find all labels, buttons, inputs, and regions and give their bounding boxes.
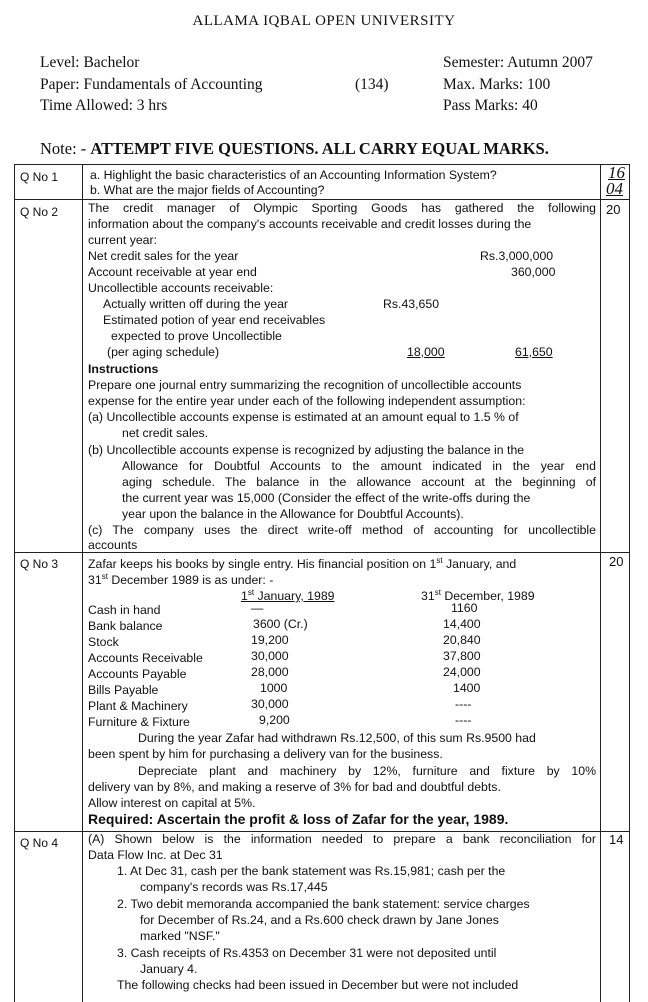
q4-part-a-2: Data Flow Inc. at Dec 31	[88, 848, 223, 862]
table-row-dec: 14,400	[443, 617, 481, 631]
table-row-dec: ----	[455, 697, 472, 711]
col-rule	[629, 164, 630, 1002]
assumption-b-1: (b) Uncollectible accounts expense is recognized by adjusting the balance in the	[88, 443, 525, 457]
table-row-item: Plant & Machinery	[88, 699, 188, 713]
table-row-item: Cash in hand	[88, 603, 161, 617]
max-marks: Max. Marks: 100	[443, 76, 551, 93]
q3-intro-1-pre: Zafar keeps his books by single entry. His financial position on 1	[88, 557, 437, 572]
table-row-jan: —	[251, 601, 264, 615]
col-jan-pre: 1	[241, 589, 248, 604]
table-row-jan: 3600 (Cr.)	[253, 617, 308, 631]
q4-item-2a: 2. Two debit memoranda accompanied the bank statement: service charges	[117, 897, 530, 911]
paper-code: (134)	[355, 76, 389, 93]
q4-part-a-1: (A) Shown below is the information needed to prepare a bank reconciliation for	[88, 832, 596, 846]
q3-required: Required: Ascertain the profit & loss of Zafar for the year, 1989.	[88, 811, 509, 827]
assumption-c-1: (c) The company uses the direct write-off method of accounting for uncollectible	[88, 523, 596, 537]
semester-line: Semester: Autumn 2007	[443, 54, 593, 71]
instructions-heading: Instructions	[88, 362, 159, 376]
table-row-item: Stock	[88, 635, 119, 649]
col-jan-sup: st	[247, 588, 255, 597]
written-off-value: Rs.43,650	[383, 297, 440, 311]
q3-intro-2-sup: st	[101, 572, 108, 581]
col-rule	[82, 164, 83, 1002]
pass-marks: Pass Marks: 40	[443, 97, 538, 114]
estimated-value: 18,000	[407, 345, 445, 359]
table-row-item: Accounts Receivable	[88, 651, 203, 665]
table-row-item: Bills Payable	[88, 683, 159, 697]
q3-intro-2-post: December 1989 is as under: -	[107, 573, 274, 588]
table-row-jan: 30,000	[251, 649, 289, 663]
q3-intro-1-post: January, and	[442, 557, 517, 572]
q1-handwritten-marks-b: 04	[606, 179, 623, 198]
table-row-dec: 37,800	[443, 649, 481, 663]
q4-last-line: The following checks had been issued in December but were not included	[117, 978, 519, 992]
q3-intro-1-sup: st	[436, 556, 443, 565]
q4-item-3a: 3. Cash receipts of Rs.4353 on December 31 were not deposited until	[117, 946, 497, 960]
col-rule	[14, 164, 15, 1002]
q3-intro-2-pre: 31	[88, 573, 102, 588]
table-row-item: Furniture & Fixture	[88, 715, 190, 729]
col-dec-sup: st	[434, 588, 441, 597]
ar-value: 360,000	[511, 265, 556, 279]
q2-intro-1: The credit manager of Olympic Sporting Goods has gathered the following	[88, 201, 596, 215]
q3-para-3: Depreciate plant and machinery by 12%, furniture and fixture by 10%	[138, 764, 596, 778]
table-row-jan: 1000	[260, 681, 288, 695]
assumption-a-2: net credit sales.	[122, 426, 209, 440]
q4-item-1b: company's records was Rs.17,445	[140, 880, 328, 894]
q4-item-2c: marked "NSF."	[140, 929, 220, 943]
note-label: Note: -	[40, 139, 91, 158]
table-row-dec: 20,840	[443, 633, 481, 647]
estimated-label-2: expected to prove Uncollectible	[111, 329, 282, 343]
estimated-label-3: (per aging schedule)	[107, 345, 220, 359]
ar-label: Account receivable at year end	[88, 265, 257, 279]
table-row-dec: 1160	[451, 601, 478, 615]
q3-para-4: delivery van by 8%, and making a reserve of 3% for bad and doubtful debts.	[88, 780, 501, 794]
table-row-jan: 19,200	[251, 633, 289, 647]
row-rule	[14, 199, 630, 200]
q3-para-5: Allow interest on capital at 5%.	[88, 796, 256, 810]
assumption-b-2: Allowance for Doubtful Accounts to the amount indicated in the year end	[122, 459, 596, 473]
q3-label: Q No 3	[20, 557, 59, 571]
total-uncollectible-value: 61,650	[515, 345, 553, 359]
q2-intro-3: current year:	[88, 233, 158, 247]
q3-para-1: During the year Zafar had withdrawn Rs.12,500, of this sum Rs.9500 had	[138, 731, 536, 745]
table-row-item: Bank balance	[88, 619, 163, 633]
q4-label: Q No 4	[20, 836, 59, 850]
q3-para-2: been spent by him for purchasing a delivery van for the business.	[88, 747, 443, 761]
paper-line: Paper: Fundamentals of Accounting	[40, 76, 263, 93]
col-dec-post: December, 1989	[440, 589, 535, 604]
q1-part-b: b. What are the major fields of Accounting?	[90, 183, 325, 197]
q2-label: Q No 2	[20, 205, 59, 219]
assumption-c-2: accounts	[88, 538, 138, 552]
table-row-dec: 1400	[453, 681, 481, 695]
table-row-dec: ----	[455, 713, 472, 727]
q3-marks: 20	[609, 554, 624, 569]
assumption-b-5: year upon the balance in the Allowance for Doubtful Accounts).	[122, 507, 464, 521]
table-row-jan: 30,000	[251, 697, 289, 711]
q4-item-2b: for December of Rs.24, and a Rs.600 check drawn by Jane Jones	[140, 913, 499, 927]
university-title: ALLAMA IQBAL OPEN UNIVERSITY	[192, 13, 456, 29]
q1-handwritten-marks-a: 16	[608, 163, 625, 182]
note	[40, 139, 549, 159]
q4-item-3b: January 4.	[140, 962, 198, 976]
net-sales-label: Net credit sales for the year	[88, 249, 239, 263]
col-dec-pre: 31	[421, 589, 435, 604]
q2-marks: 20	[606, 202, 621, 217]
time-line: Time Allowed: 3 hrs	[40, 97, 168, 114]
q1-part-a: a. Highlight the basic characteristics of an Accounting Information System?	[90, 168, 497, 182]
net-sales-value: Rs.3,000,000	[480, 249, 554, 263]
assumption-b-4: the current year was 15,000 (Consider the effect of the write-offs during the	[122, 491, 531, 505]
instructions-1: Prepare one journal entry summarizing the recognition of uncollectible accounts	[88, 378, 522, 392]
col-header-dec	[421, 585, 535, 605]
table-row-item: Accounts Payable	[88, 667, 187, 681]
q2-intro-2: information about the company's accounts receivable and credit losses during the	[88, 217, 532, 231]
estimated-label-1: Estimated potion of year end receivables	[103, 313, 326, 327]
assumption-a-1: (a) Uncollectible accounts expense is estimated at an amount equal to 1.5 % of	[88, 410, 519, 424]
q4-marks: 14	[609, 832, 624, 847]
q1-label: Q No 1	[20, 170, 59, 184]
table-row-jan: 28,000	[251, 665, 289, 679]
table-row-dec: 24,000	[443, 665, 481, 679]
col-jan-post: January, 1989	[254, 589, 335, 604]
assumption-b-3: aging schedule. The balance in the allowance account at the beginning of	[122, 475, 596, 489]
written-off-label: Actually written off during the year	[103, 297, 289, 311]
note-text: ATTEMPT FIVE QUESTIONS. ALL CARRY EQUAL MARKS.	[90, 139, 549, 158]
col-rule	[600, 164, 601, 1002]
level-line: Level: Bachelor	[40, 54, 140, 71]
table-top-rule	[14, 164, 630, 165]
q4-item-1a: 1. At Dec 31, cash per the bank statement was Rs.15,981; cash per the	[117, 864, 506, 878]
instructions-2: expense for the entire year under each of the following independent assumption:	[88, 394, 526, 408]
uncollectible-label: Uncollectible accounts receivable:	[88, 281, 274, 295]
table-row-jan: 9,200	[259, 713, 290, 727]
